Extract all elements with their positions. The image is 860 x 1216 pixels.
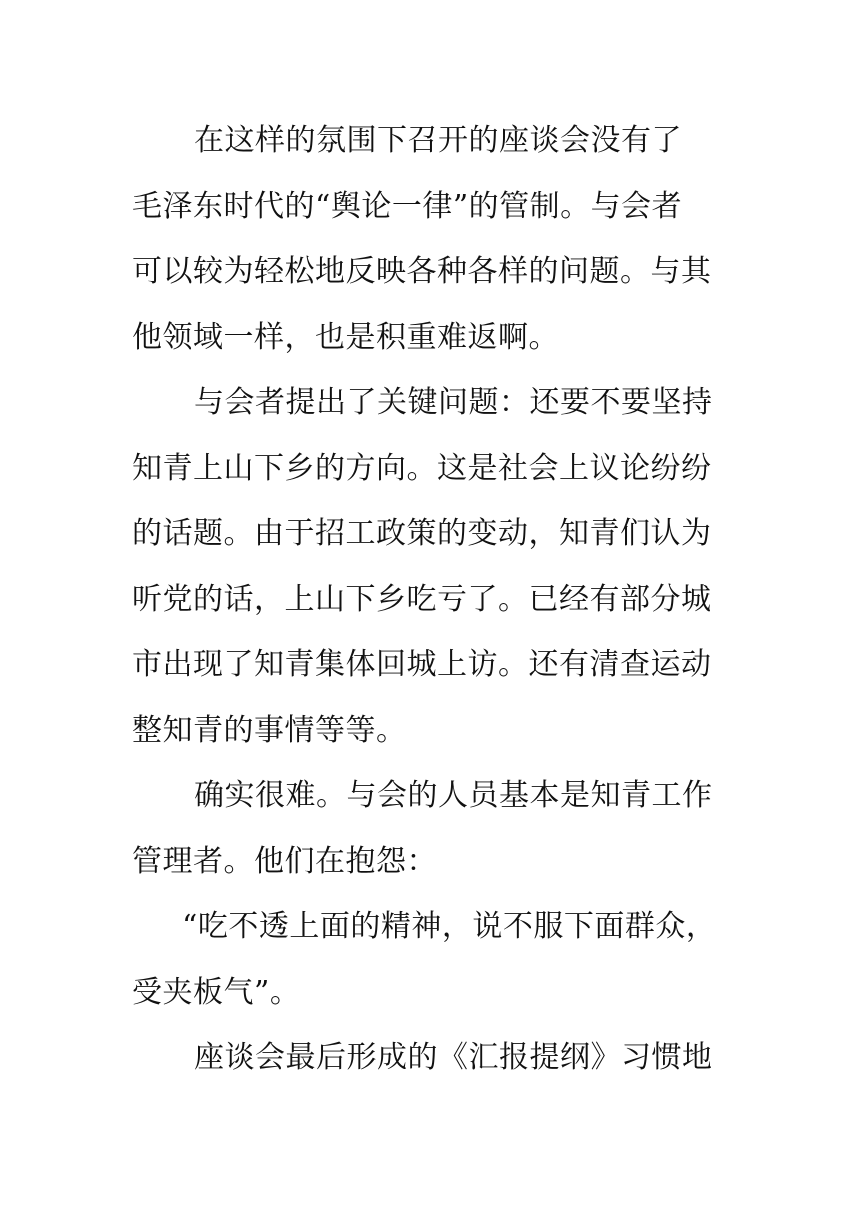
text-line: 可以较为轻松地反映各种各样的问题。与其 <box>132 254 712 289</box>
text-line: 整知青的事情等等。 <box>132 712 407 748</box>
text-line: 受夹板气”。 <box>132 974 301 1010</box>
body-text <box>132 108 772 1091</box>
text-line: 毛泽东时代的“舆论一律”的管制。与会者 <box>132 188 683 224</box>
text-line: “吃不透上面的精神，说不服下面群众， <box>182 909 717 944</box>
text-line: 市出现了知青集体回城上访。还有清查运动 <box>132 647 712 682</box>
text-line: 在这样的氛围下召开的座谈会没有了 <box>194 123 682 158</box>
text-line: 管理者。他们在抱怨： <box>132 843 437 879</box>
text-line: 的话题。由于招工政策的变动，知青们认为 <box>132 516 712 551</box>
text-line: 座谈会最后形成的《汇报提纲》习惯地 <box>194 1040 713 1075</box>
text-line: 听党的话，上山下乡吃亏了。已经有部分城 <box>132 581 712 617</box>
text-line: 与会者提出了关键问题：还要不要坚持 <box>194 385 713 420</box>
text-line: 他领域一样，也是积重难返啊。 <box>132 319 559 355</box>
text-line: 确实很难。与会的人员基本是知青工作 <box>194 778 713 813</box>
text-line: 知青上山下乡的方向。这是社会上议论纷纷 <box>132 450 712 486</box>
